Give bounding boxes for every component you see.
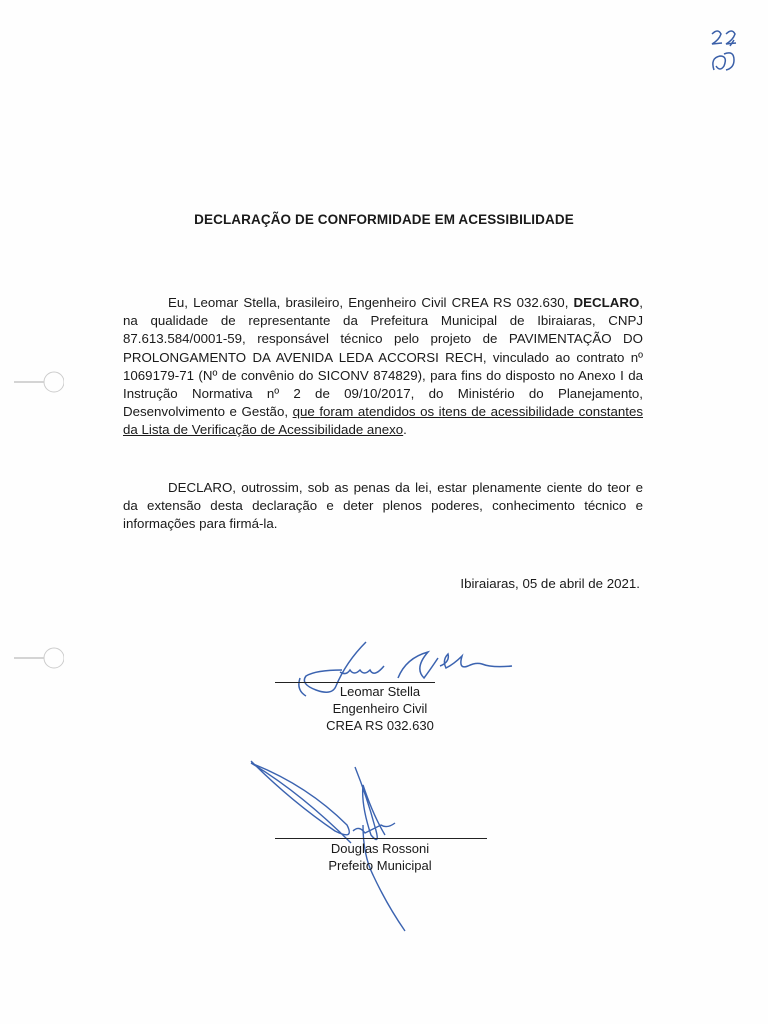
place-and-date: Ibiraiaras, 05 de abril de 2021. <box>460 576 640 591</box>
handwritten-page-number <box>700 20 750 80</box>
punch-hole-mark <box>14 370 64 394</box>
signer-credential: CREA RS 032.630 <box>326 718 434 733</box>
paragraph-intro: Eu, Leomar Stella, brasileiro, Engenheiro Civil CREA RS 032.630, <box>168 295 569 310</box>
underlined-statement: que foram atendidos os itens de acessibilidade constantes da Lista de Verificação de Acessibilidade anexo <box>123 404 643 438</box>
paragraph-end: . <box>403 422 407 438</box>
declaration-paragraph <box>123 294 643 440</box>
signature-line <box>275 838 487 839</box>
paragraph-two-text: DECLARO, outrossim, sob as penas da lei, estar plenamente ciente do teor e da extensão desta declaração e deter plenos poderes, conhecimento técnico e informações para firmá-la. <box>123 480 643 532</box>
signer-role: Prefeito Municipal <box>328 858 432 873</box>
signer-name: Douglas Rossoni <box>330 841 430 856</box>
signature-block-engineer <box>300 683 460 734</box>
declaro-bold: DECLARO <box>573 295 640 310</box>
signer-role: Engenheiro Civil <box>332 701 428 716</box>
paragraph-body: , na qualidade de representante da Prefeitura Municipal de Ibiraiaras, CNPJ 87.613.584/0001-59, responsável técnico pelo projeto de PAVIMENTAÇÃO DO PROLONGAMENTO DA AVENIDA LEDA ACCORSI RECH, vinculado ao contrato nº 1069179-71 (Nº de convênio do SICONV 874829), para fins do disposto no Anexo I da Instrução Normativa nº 2 de 09/10/2017, do Ministério do Planejamento, Desenvolvimento e Gestão, <box>123 295 643 420</box>
signer-name: Leomar Stella <box>339 684 421 699</box>
document-title: DECLARAÇÃO DE CONFORMIDADE EM ACESSIBILIDADE <box>194 212 574 227</box>
punch-hole-mark <box>14 646 64 670</box>
signature-block-mayor <box>300 840 460 874</box>
second-declaration-paragraph <box>123 479 643 534</box>
